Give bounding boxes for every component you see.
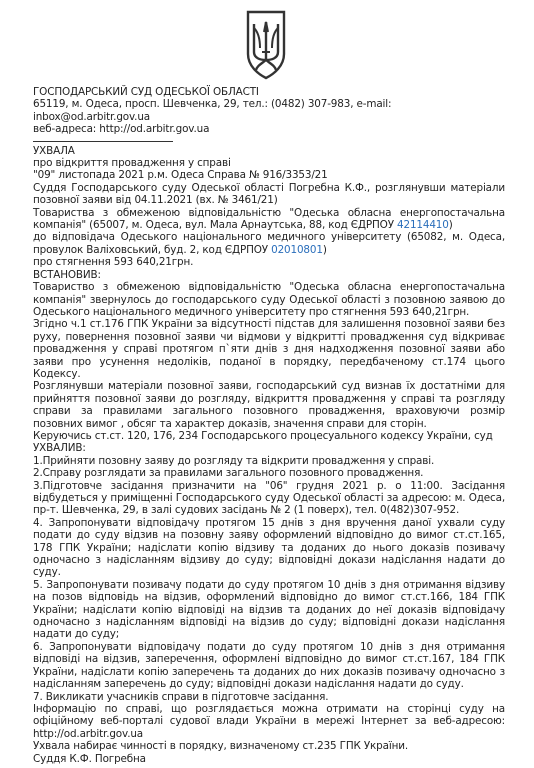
- effective-line: Ухвала набирає чинності в порядку, визначеному ст.235 ГПК України.: [33, 740, 408, 753]
- court-name: ГОСПОДАРСЬКИЙ СУД ОДЕСЬКОЇ ОБЛАСТІ: [33, 86, 259, 98]
- document-body: [33, 0, 505, 765]
- defendant-line: [33, 231, 505, 256]
- defendant-text: до відповідача Одеського національного медичного університету (65082, м. Одеса, провулок Валіховський, буд. 2, код ЄДРПОУ: [33, 231, 505, 256]
- ruled-heading: УХВАЛИВ:: [33, 442, 86, 455]
- ruling-item-6: 6. Запропонувати відповідачу подати до суду протягом 10 днів з дня отримання відповіді на відзив, заперечення, оформлені відповідно до вимог ст.ст.167, 184 ГПК України, надіслати копію заперечень та доданих до них доказів позивачу одночасно з надісланням заперечень до суду; відповідні докази надіслання надати до суду.: [33, 640, 505, 691]
- claim-line: про стягнення 593 640,21грн.: [33, 256, 194, 269]
- judge-intro: Суддя Господарського суду Одеської області Погребна К.Ф., розглянувши матеріали позовної заяви від 04.11.2021 (вх. № 3461/21): [33, 181, 505, 207]
- plaintiff-text: Товариства з обмеженою відповідальністю "Одеська обласна енергопостачальна компанія" (65007, м. Одеса, вул. Мала Арнаутська, 88, код ЄДРПОУ: [33, 206, 505, 232]
- header-divider: [33, 141, 173, 142]
- plaintiff-code-link[interactable]: 42114410: [397, 219, 449, 232]
- ruling-item-5: 5. Запропонувати позивачу подати до суду протягом 10 днів з дня отримання відзиву на позов відповідь на відзив, оформлений відповідно до вимог ст.ст.166, 184 ГПК України; надіслати копію відповіді на відзив та доданих до неї доказів відповідачу одночасно з надісланням відповіді на відзив до суду; відповідні докази надіслання надати до суду;: [33, 578, 505, 641]
- established-heading: ВСТАНОВИВ:: [33, 268, 101, 281]
- court-address: 65119, м. Одеса, просп. Шевченка, 29, тел.: (0482) 307-983, e-mail: inbox@od.arbitr.gov.ua: [33, 98, 392, 123]
- plaintiff-close: ): [448, 219, 453, 232]
- ruling-item-2: 2.Справу розглядати за правилами загального позовного провадження.: [33, 467, 424, 480]
- paragraph-3: Розглянувши матеріали позовної заяви, господарський суд визнав їх достатніми для прийняття позовної заяви до розгляду, відкриття провадження у справі та розгляду справи за правилами загального позовного провадження, враховуючи розмір позовних вимог , обсяг та характер доказів, значення справи для сторін.: [33, 380, 505, 430]
- ruling-item-1: 1.Прийняти позовну заяву до розгляду та відкрити провадження у справі.: [33, 454, 435, 467]
- defendant-code-link[interactable]: 02010801: [271, 243, 323, 256]
- info-paragraph: Інформацію по справі, що розглядається можна отримати на сторінці суду на офіційному веб-порталі судової влади України в мережі Інтернет за веб-адресою: http://od.arbitr.gov.ua: [33, 702, 505, 740]
- doc-subtitle: про відкриття провадження у справі: [33, 157, 231, 170]
- ruling-item-4: 4. Запропонувати відповідачу протягом 15 днів з дня вручення даної ухвали суду подати до суду відзив на позовну заяву оформлений відповідно до вимог ст.ст.165, 178 ГПК України; надіслати копію відзиву та доданих до нього доказів позивачу одночасно з надісланням відзиву до суду; відповідні докази надіслання надати до суду.: [33, 516, 505, 579]
- guided-line: Керуючись ст.ст. 120, 176, 234 Господарського процесуального кодексу України, суд: [33, 429, 493, 442]
- paragraph-1: Товариство з обмеженою відповідальністю "Одеська обласна енергопостачальна компанія" звернулось до господарського суду Одеської області з позовною заявою до Одеського національного медичного університету про стягнення 593 640,21грн.: [33, 281, 505, 318]
- defendant-close: ): [322, 243, 327, 256]
- plaintiff-line: [33, 207, 505, 232]
- doc-type: УХВАЛА: [33, 144, 75, 157]
- date-case-line: "09" листопада 2021 р.м. Одеса Справа № 916/3353/21: [33, 169, 328, 182]
- ruling-item-3: 3.Підготовче засідання призначити на "06" грудня 2021 р. о 11:00. Засідання відбудеться у приміщенні Господарського суду Одеської області за адресою: м. Одеса, пр-т. Шевченка, 29, в залі судових засідань № 2 (1 поверх), тел. 0(482)307-952.: [33, 479, 505, 517]
- ruling-item-7: 7. Викликати учасників справи в підготовче засідання.: [33, 690, 329, 703]
- court-website: веб-адреса: http://od.arbitr.gov.ua: [33, 123, 210, 136]
- judge-signature: Суддя К.Ф. Погребна: [33, 752, 146, 765]
- paragraph-2: Згідно ч.1 ст.176 ГПК України за відсутності підстав для залишення позовної заяви без руху, повернення позовної заяви чи відмови у відкритті провадження суд відкриває провадження у справі протягом п`яти днів з дня надходження позовної заяви або заяви про усунення недоліків, поданої в порядку, передбаченому ст.174 цього Кодексу.: [33, 318, 505, 380]
